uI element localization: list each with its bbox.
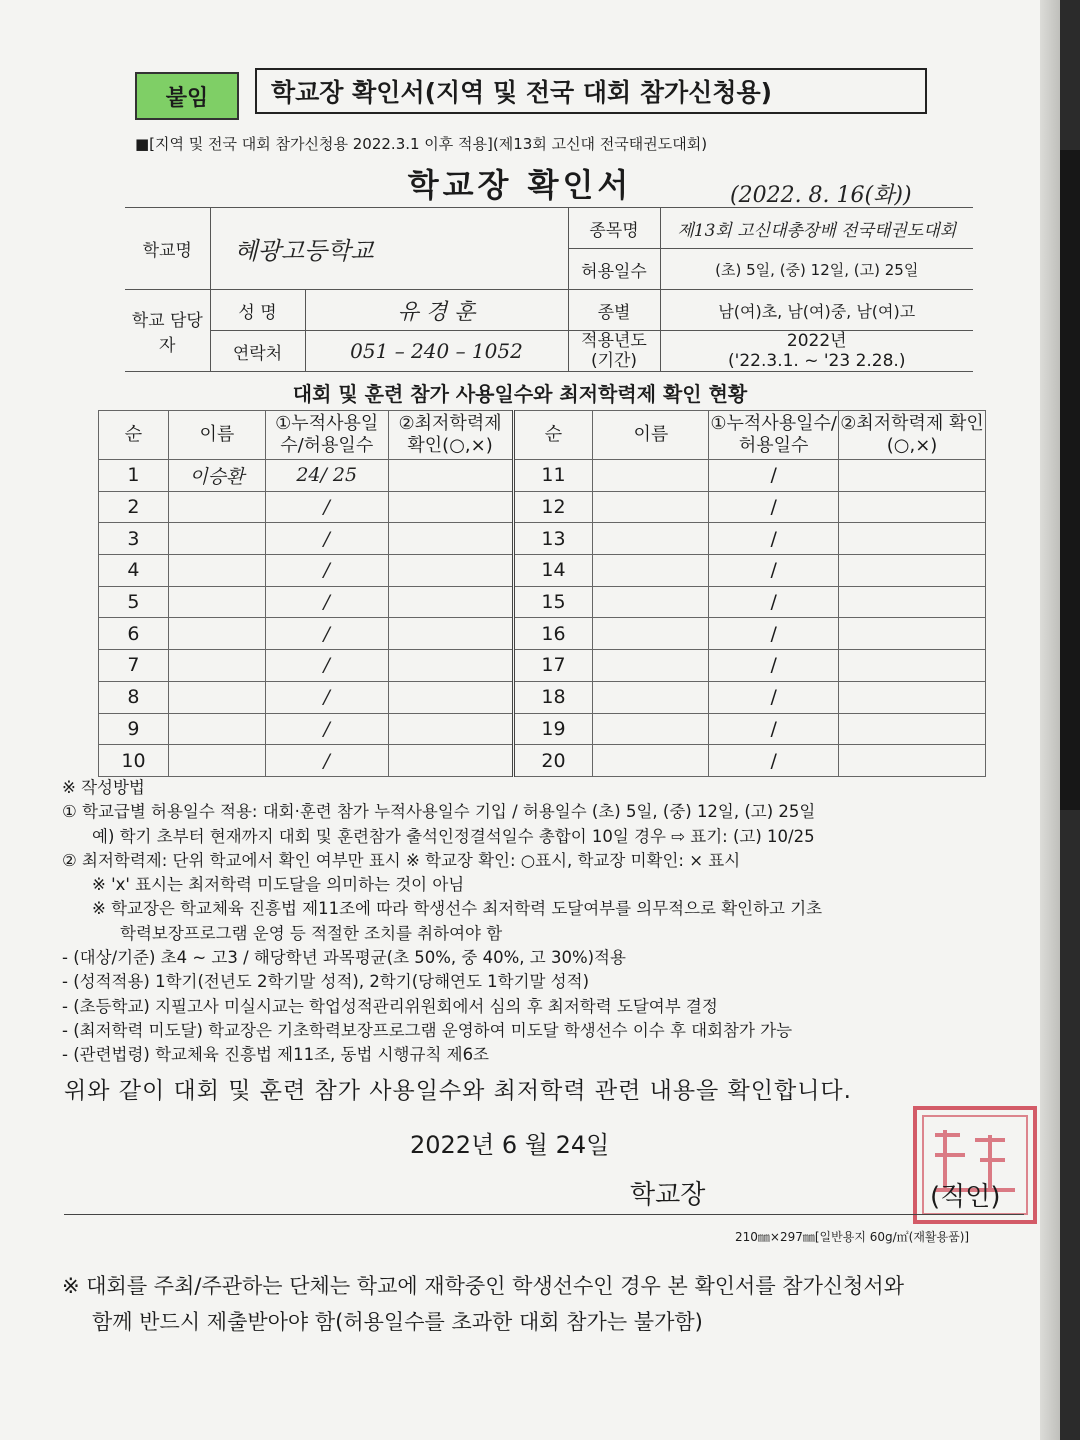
row-check <box>388 618 513 650</box>
row-name <box>593 618 709 650</box>
row-no: 20 <box>513 745 593 777</box>
row-days: / <box>265 555 388 587</box>
year-value: 2022년 <box>786 331 847 351</box>
subtitle: ■[지역 및 전국 대회 참가신청용 2022.3.1 이후 적용](제13회 고신대 전국태권도대회) <box>135 135 708 153</box>
name-label: 성 명 <box>210 290 305 331</box>
doc-title: 학교장 확인서 <box>407 166 633 204</box>
divider <box>64 1214 1024 1215</box>
row-name <box>593 491 709 523</box>
row-no: 9 <box>99 713 169 745</box>
row-days: / <box>265 618 388 650</box>
row-no: 15 <box>513 586 593 618</box>
header-days: ①누적사용일수/허용일수 <box>709 411 839 460</box>
row-no: 18 <box>513 681 593 713</box>
row-days: / <box>265 650 388 682</box>
row-check <box>839 491 986 523</box>
row-no: 11 <box>513 460 593 492</box>
document-header <box>135 68 930 116</box>
note-line: - (성적적용) 1학기(전년도 2학기말 성적), 2학기(당해연도 1학기말 성적) <box>62 972 590 992</box>
note-line: - (관련법령) 학교체육 진흥법 제11조, 동법 시행규칙 제6조 <box>62 1045 489 1065</box>
table-row <box>99 681 986 713</box>
row-name <box>168 713 265 745</box>
row-name <box>593 650 709 682</box>
note-line: 예) 학기 초부터 현재까지 대회 및 훈련참가 출석인정결석일수 총합이 10일 경우 ⇨ 표기: (고) 10/25 <box>92 826 815 846</box>
footnote-line-2: 함께 반드시 제출받아야 함(허용일수를 초과한 대회 참가는 불가함) <box>92 1310 703 1334</box>
school-label: 학교명 <box>125 208 210 290</box>
name-value: 유 경 훈 <box>305 290 568 331</box>
row-name <box>168 555 265 587</box>
table-row <box>99 650 986 682</box>
row-days: / <box>265 681 388 713</box>
row-check <box>839 650 986 682</box>
table-row <box>99 618 986 650</box>
contact-value: 051 – 240 – 1052 <box>305 331 568 372</box>
row-check <box>388 745 513 777</box>
row-no: 12 <box>513 491 593 523</box>
row-days: / <box>709 745 839 777</box>
row-days: / <box>265 745 388 777</box>
note-line: - (대상/기준) 초4 ~ 고3 / 해당학년 과목평균(초 50%, 중 40%, 고 30%)적용 <box>62 948 626 968</box>
row-check <box>839 460 986 492</box>
row-no: 4 <box>99 555 169 587</box>
notes <box>62 776 1022 1068</box>
row-check <box>388 650 513 682</box>
row-no: 3 <box>99 523 169 555</box>
row-check <box>388 523 513 555</box>
section-title: 대회 및 훈련 참가 사용일수와 최저학력제 확인 현황 <box>292 382 748 406</box>
contact-label: 연락처 <box>210 331 305 372</box>
header-days: ①누적사용일수/허용일수 <box>265 411 388 460</box>
row-no: 6 <box>99 618 169 650</box>
row-name <box>593 713 709 745</box>
note-line: ※ 학교장은 학교체육 진흥법 제11조에 따라 학생선수 최저학력 도달여부를 의무적으로 확인하고 기초 <box>92 899 823 919</box>
paper-spec: 210㎜×297㎜[일반용지 60g/㎡(재활용품)] <box>735 1230 970 1244</box>
table-row <box>99 523 986 555</box>
row-name <box>593 460 709 492</box>
row-name <box>593 745 709 777</box>
row-check <box>388 681 513 713</box>
row-days: / <box>709 460 839 492</box>
row-days: / <box>709 586 839 618</box>
row-check <box>388 460 513 492</box>
year-cell <box>660 331 973 372</box>
header-name: 이름 <box>168 411 265 460</box>
row-no: 10 <box>99 745 169 777</box>
staff-label: 학교 담당자 <box>125 290 210 372</box>
row-name <box>168 618 265 650</box>
row-name <box>593 555 709 587</box>
row-days: / <box>265 523 388 555</box>
row-days: / <box>709 713 839 745</box>
principal-label: 학교장 <box>630 1180 706 1210</box>
table-row <box>99 745 986 777</box>
table-row <box>99 491 986 523</box>
row-days: / <box>709 618 839 650</box>
row-days: 24/ 25 <box>265 460 388 492</box>
footnote-line-1: ※ 대회를 주최/주관하는 단체는 학교에 재학중인 학생선수인 경우 본 확인서를 참가신청서와 <box>62 1274 905 1298</box>
row-no: 5 <box>99 586 169 618</box>
gender-label: 종별 <box>568 290 660 331</box>
table-header-row <box>99 411 986 460</box>
header-check: ②최저학력제 확인(○,×) <box>388 411 513 460</box>
school-value: 혜광고등학교 <box>210 208 568 290</box>
year-label: 적용년도 (기간) <box>568 331 660 372</box>
allowed-days-label: 허용일수 <box>568 249 660 290</box>
table-row <box>99 586 986 618</box>
event-value: 제13회 고신대총장배 전국태권도대회 <box>660 208 973 249</box>
row-name <box>593 523 709 555</box>
signature-date: 2022년 6 월 24일 <box>410 1131 610 1159</box>
event-label: 종목명 <box>568 208 660 249</box>
attachment-badge: 붙임 <box>135 72 239 120</box>
row-days: / <box>709 650 839 682</box>
row-no: 16 <box>513 618 593 650</box>
header-name: 이름 <box>593 411 709 460</box>
row-days: / <box>709 555 839 587</box>
note-line: - (초등학교) 지필고사 미실시교는 학업성적관리위원회에서 심의 후 최저학력 도달여부 결정 <box>62 996 718 1016</box>
row-no: 19 <box>513 713 593 745</box>
row-check <box>839 618 986 650</box>
row-name <box>593 586 709 618</box>
row-days: / <box>709 523 839 555</box>
row-name: 이승환 <box>168 460 265 492</box>
note-line: 학력보장프로그램 운영 등 적절한 조치를 취하여야 함 <box>120 923 503 943</box>
row-check <box>388 713 513 745</box>
table-row <box>99 460 986 492</box>
row-check <box>839 745 986 777</box>
row-no: 17 <box>513 650 593 682</box>
row-name <box>168 491 265 523</box>
note-line: ※ 'x' 표시는 최저학력 미도달을 의미하는 것이 아님 <box>92 875 465 895</box>
row-no: 1 <box>99 460 169 492</box>
row-name <box>168 681 265 713</box>
row-name <box>168 745 265 777</box>
gender-value: 남(여)초, 남(여)중, 남(여)고 <box>660 290 973 331</box>
header-no: 순 <box>99 411 169 460</box>
info-table <box>125 207 973 372</box>
notes-heading: ※ 작성방법 <box>62 778 145 797</box>
row-check <box>388 555 513 587</box>
row-days: / <box>709 681 839 713</box>
table-row <box>99 555 986 587</box>
header-check: ②최저학력제 확인(○,×) <box>839 411 986 460</box>
row-name <box>168 650 265 682</box>
row-name <box>168 586 265 618</box>
table-row <box>99 713 986 745</box>
row-check <box>839 586 986 618</box>
confirmation-text: 위와 같이 대회 및 훈련 참가 사용일수와 최저학력 관련 내용을 확인합니다. <box>64 1078 852 1104</box>
row-no: 14 <box>513 555 593 587</box>
row-name <box>168 523 265 555</box>
note-line: ① 학교급별 허용일수 적용: 대회·훈련 참가 누적사용일수 기입 / 허용일수 (초) 5일, (중) 12일, (고) 25일 <box>62 802 816 822</box>
footnote <box>62 1268 1012 1340</box>
row-check <box>839 681 986 713</box>
row-days: / <box>265 586 388 618</box>
handwritten-date: (2022. 8. 16(화)) <box>730 183 912 208</box>
row-check <box>839 713 986 745</box>
seal-label: (직인) <box>930 1182 1001 1212</box>
note-line: ② 최저학력제: 단위 학교에서 확인 여부만 표시 ※ 학교장 확인: ○표시, 학교장 미확인: × 표시 <box>62 850 741 870</box>
period-value: ('22.3.1. ~ '23 2.28.) <box>728 351 906 371</box>
row-check <box>388 586 513 618</box>
row-days: / <box>709 491 839 523</box>
row-no: 7 <box>99 650 169 682</box>
row-days: / <box>265 713 388 745</box>
header-no: 순 <box>513 411 593 460</box>
row-check <box>839 523 986 555</box>
row-no: 8 <box>99 681 169 713</box>
usage-table <box>98 410 986 777</box>
row-check <box>388 491 513 523</box>
row-days: / <box>265 491 388 523</box>
row-no: 13 <box>513 523 593 555</box>
row-no: 2 <box>99 491 169 523</box>
row-check <box>839 555 986 587</box>
header-title: 학교장 확인서(지역 및 전국 대회 참가신청용) <box>255 68 927 114</box>
table-body <box>99 460 986 777</box>
row-name <box>593 681 709 713</box>
allowed-days-value: (초) 5일, (중) 12일, (고) 25일 <box>660 249 973 290</box>
note-line: - (최저학력 미도달) 학교장은 기초학력보장프로그램 운영하여 미도달 학생선수 이수 후 대회참가 가능 <box>62 1020 793 1040</box>
